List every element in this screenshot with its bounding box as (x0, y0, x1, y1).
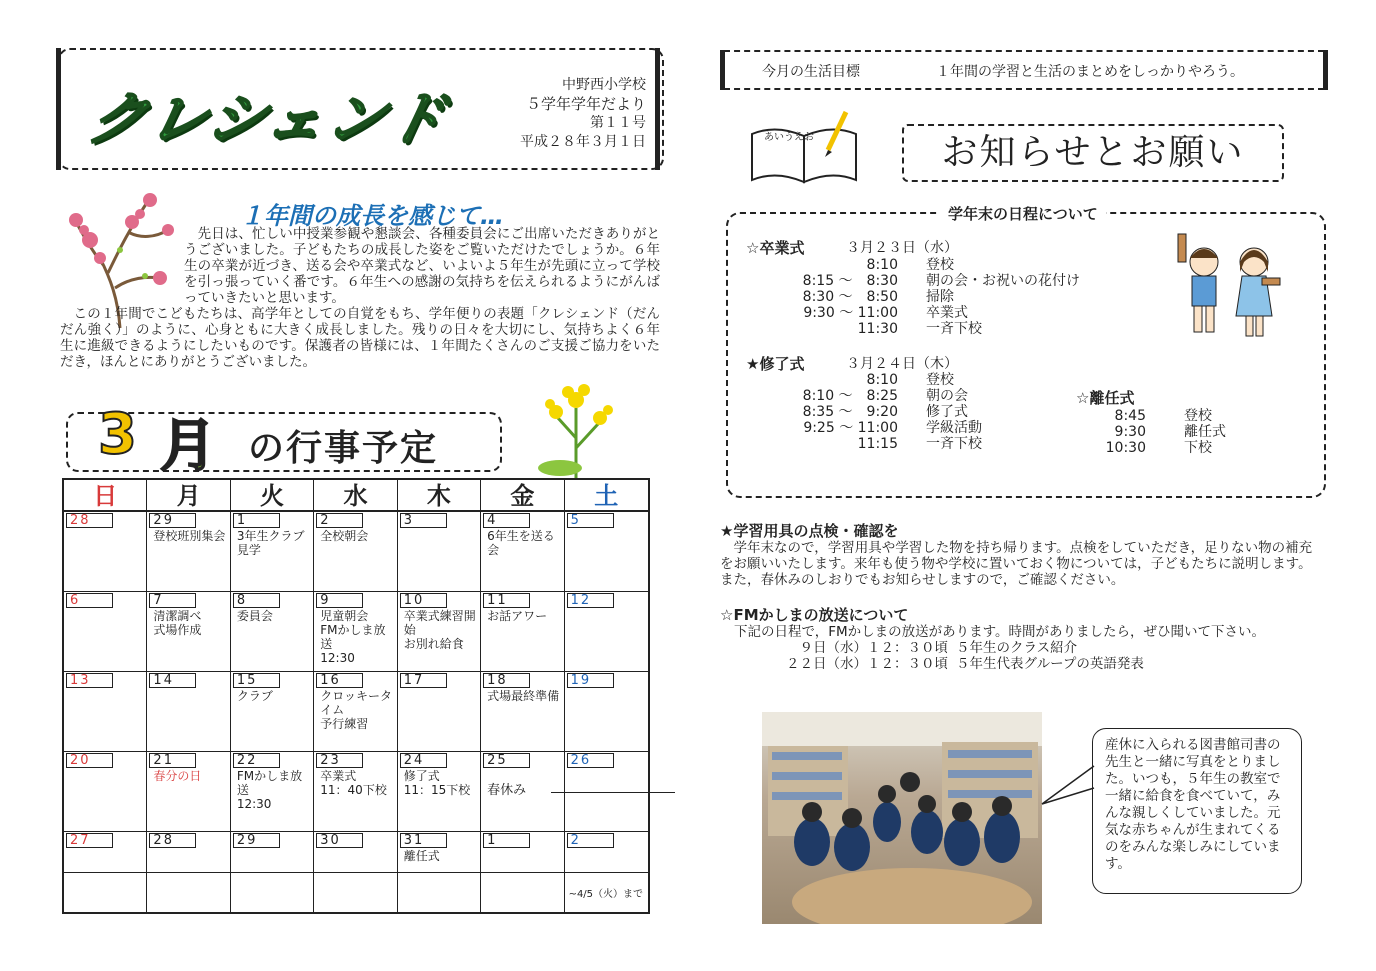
newsletter-logo: クレシェンド (81, 85, 454, 153)
weekday-header: 金 (481, 480, 564, 512)
calendar-day-cell (565, 512, 648, 592)
day-event: 清潔調べ 式場作成 (153, 609, 202, 637)
schedule-activity: 登校 (926, 372, 954, 388)
calendar-day-cell (147, 512, 230, 592)
day-number: 5 (567, 513, 614, 528)
goal-label: 今月の生活目標 (762, 64, 860, 80)
march-events-title (66, 402, 502, 479)
day-number: 27 (66, 833, 113, 848)
day-event: お話アワー (487, 609, 548, 623)
fm-content-1: ５年生のクラス紹介 (956, 640, 1078, 656)
calendar-day-cell (147, 752, 230, 832)
day-number: 17 (400, 673, 447, 688)
schedule-time: 8:45 (1114, 408, 1146, 424)
day-event: 卒業式 11：40下校 (320, 769, 387, 797)
day-number: 23 (316, 753, 363, 768)
weekday-header: 火 (231, 480, 314, 512)
header-info (440, 76, 646, 152)
monthly-goal-box (724, 50, 1324, 90)
header-right-border (655, 48, 666, 170)
day-number: 11 (483, 593, 530, 608)
supplies-title: ★学習用具の点検・確認を (720, 522, 899, 540)
intro-paragraph-1: 先日は、忙しい中授業参観や懇談会、各種委員会にご出席いただきありがとうございました。子どもたちの成長した姿をご覧いただけたでしょうか。６年生の卒業が近づき、送る会や卒業式など、いよいよ５年生が先頭に立って学校を引っ張っていく番です。６年生への感謝の気持ちを伝えられるようにがんばっていきたいと思います。 (184, 226, 660, 306)
day-number: 9 (316, 593, 363, 608)
photo-caption-callout: 産休に入られる図書館司書の先生と一緒に写真をとりました。いつも，５年生の教室で一緒に給食を食べていて，みんな親しくしていました。元気な赤ちゃんが生まれてくるのをみんな楽しみにしています。 (1092, 728, 1302, 894)
closing-date: ３月２４日（木） (846, 356, 958, 372)
spring-break-line (551, 792, 674, 793)
day-number: 10 (400, 593, 447, 608)
fm-body: 下記の日程で，FMかしまの放送があります。時間がありましたら，ぜひ聞いて下さい。 (734, 624, 1266, 640)
issue-number: 第１１号 (590, 115, 646, 131)
calendar-day-cell (314, 752, 397, 832)
fm-content-2: ５年生代表グループの英語発表 (956, 656, 1144, 672)
schedule-activity: 朝の会 (926, 388, 968, 404)
weekday-header: 月 (147, 480, 230, 512)
calendar-day-cell (64, 672, 147, 752)
day-event: 離任式 (403, 849, 440, 863)
calendar-day-cell (231, 672, 314, 752)
day-event: 登校班別集会 (153, 529, 226, 543)
schedule-activity: 掃除 (926, 289, 954, 305)
schedule-activity: 卒業式 (926, 305, 968, 321)
day-number: 24 (400, 753, 447, 768)
day-number: 12 (567, 593, 614, 608)
schedule-activity: 学級活動 (926, 420, 982, 436)
calendar-day-cell (231, 752, 314, 832)
schedule-time: 9:25 ～ 11:00 (803, 420, 898, 436)
calendar-day-cell (398, 592, 481, 672)
goal-text: １年間の学習と生活のまとめをしっかりやろう。 (936, 64, 1244, 80)
day-number: 22 (233, 753, 280, 768)
calendar-day-cell (481, 672, 564, 752)
calendar-day-cell (147, 592, 230, 672)
day-number: 29 (149, 513, 196, 528)
schedule-activity: 離任式 (1184, 424, 1226, 440)
day-number: 3 (400, 513, 447, 528)
newsletter-name: ５学年学年だより (525, 95, 646, 113)
calendar-day-cell (565, 672, 648, 752)
children-illustration (1164, 232, 1288, 344)
day-number: 30 (316, 833, 363, 848)
schedule-activity: 下校 (1184, 440, 1212, 456)
schedule-time: 8:30 ～ 8:50 (802, 289, 898, 305)
schedule-time: 9:30 ～ 11:00 (803, 305, 898, 321)
day-number: 8 (233, 593, 280, 608)
calendar-day-cell (64, 592, 147, 672)
day-number: 4 (483, 513, 530, 528)
day-number: 21 (149, 753, 196, 768)
march-calendar (62, 478, 650, 914)
day-number: 19 (567, 673, 614, 688)
intro-paragraph-2: この１年間でこどもたちは、高学年としての自覚をもち、学年便りの表題「クレシェンド（だんだん強く）」のように、心身ともに大きく成長しました。残りの日々を大切にし、気持ちよく６年生に進級できるようにしたいものです。保護者の皆様には、１年間たくさんのご支援ご協力をいただき，ほんとにありがとうございました。 (60, 306, 660, 370)
graduation-date: ３月２３日（水） (846, 240, 958, 256)
fm-title: ☆FMかしまの放送について (720, 606, 909, 624)
schedule-time: 11:30 (801, 321, 898, 337)
class-photo-scene (762, 712, 1042, 924)
schedule-time: 11:15 (801, 436, 898, 452)
weekday-header: 土 (565, 480, 648, 512)
schedule-activity: 修了式 (926, 404, 968, 420)
callout-pointer (1040, 760, 1096, 810)
graduation-heading: ☆卒業式 (746, 239, 805, 257)
day-number: 1 (233, 513, 280, 528)
weekday-header: 木 (398, 480, 481, 512)
calendar-day-cell (231, 592, 314, 672)
day-number: 1 (483, 833, 530, 848)
day-number: 26 (567, 753, 614, 768)
march-number: 3 (98, 402, 137, 467)
day-number: 13 (66, 673, 113, 688)
fm-date-2: ２２日（水）１２：３０頃 (786, 656, 948, 672)
supplies-body: 学年末なので，学習用具や学習した物を持ち帰ります。点検をしていただき，足りない物の補充をお願いいたします。来年も使う物や学校に置いておく物については，子どもたちに説明します。また，春休みのしおりでもお知らせしますので，ご確認ください。 (720, 540, 1313, 588)
day-number: 29 (233, 833, 280, 848)
header-left-border (56, 48, 67, 170)
farewell-heading: ☆離任式 (1076, 389, 1135, 407)
day-number: 2 (567, 833, 614, 848)
calendar-day-cell (481, 592, 564, 672)
day-event: 春分の日 (153, 769, 202, 783)
intro-body (60, 226, 660, 370)
calendar-day-cell (314, 672, 397, 752)
calendar-day-cell (481, 512, 564, 592)
book-text: あいうえお (764, 132, 814, 143)
day-number: 16 (316, 673, 363, 688)
day-event: FMかしま放送 12:30 (236, 769, 303, 811)
events-label: の行事予定 (248, 428, 439, 469)
schedule-time: 8:35 ～ 9:20 (802, 404, 898, 420)
day-event: 児童朝会 FMかしま放送 12:30 (320, 609, 386, 665)
calendar-day-cell (231, 512, 314, 592)
day-event: 6年生を送る会 (487, 529, 555, 557)
day-number: 31 (400, 833, 447, 848)
day-number: 18 (483, 673, 530, 688)
schedule-time: 10:30 (1105, 440, 1146, 456)
fm-date-1: ９日（水）１２：３０頃 (799, 640, 948, 656)
goal-left-border (720, 50, 725, 90)
day-event: ~4/5（火）まで (568, 889, 644, 900)
schedule-activity: 一斉下校 (926, 321, 982, 337)
weekday-header: 水 (314, 480, 397, 512)
calendar-day-cell (398, 672, 481, 752)
march-month-char: 月 (160, 414, 216, 479)
day-event: クラブ (236, 689, 273, 703)
schedule-time: 8:10 ～ 8:25 (802, 388, 898, 404)
school-name: 中野西小学校 (562, 77, 646, 93)
schedule-title: 学年末の日程について (940, 203, 1106, 224)
day-number: 25 (483, 753, 530, 768)
weekday-header: 日 (64, 480, 147, 512)
day-number: 2 (316, 513, 363, 528)
spring-break-line (64, 872, 648, 873)
goal-right-border (1323, 50, 1328, 90)
rapeseed-flower-illustration (530, 378, 622, 478)
schedule-time: 9:30 (1114, 424, 1146, 440)
day-event: 式場最終準備 (487, 689, 560, 703)
calendar-day-cell (64, 512, 147, 592)
day-event: 春休み (487, 783, 527, 798)
day-event: クロッキータイム 予行練習 (320, 689, 393, 731)
schedule-time: 8:15 ～ 8:30 (802, 273, 898, 289)
calendar-day-cell (565, 592, 648, 672)
calendar-day-cell (147, 672, 230, 752)
schedule-time: 8:10 (866, 257, 898, 273)
schedule-activity: 一斉下校 (926, 436, 982, 452)
day-number: 14 (149, 673, 196, 688)
day-number: 28 (149, 833, 196, 848)
schedule-activity: 登校 (1184, 408, 1212, 424)
day-event: 委員会 (236, 609, 273, 623)
closing-heading: ★修了式 (746, 355, 805, 373)
day-number: 15 (233, 673, 280, 688)
calendar-day-cell (398, 512, 481, 592)
day-number: 6 (66, 593, 113, 608)
open-book-illustration (746, 110, 866, 186)
day-event: 卒業式練習開始 お別れ給食 (403, 609, 476, 651)
schedule-activity: 登校 (926, 257, 954, 273)
issue-date: 平成２８年３月１日 (520, 134, 646, 150)
day-event: 修了式 11：15下校 (403, 769, 471, 797)
class-photo (762, 712, 1042, 924)
day-event: 3年生クラブ見学 (236, 529, 305, 557)
schedule-activity: 朝の会・お祝いの花付け (926, 273, 1080, 289)
calendar-day-cell (314, 592, 397, 672)
notice-title: お知らせとお願い (902, 124, 1284, 182)
calendar-day-cell (64, 752, 147, 832)
calendar-day-cell (314, 512, 397, 592)
day-number: 28 (66, 513, 113, 528)
intro-title: １年間の成長を感じて… (240, 202, 504, 230)
day-event: 全校朝会 (320, 529, 369, 543)
calendar-day-cell (398, 752, 481, 832)
schedule-time: 8:10 (866, 372, 898, 388)
day-number: 20 (66, 753, 113, 768)
day-number: 7 (149, 593, 196, 608)
